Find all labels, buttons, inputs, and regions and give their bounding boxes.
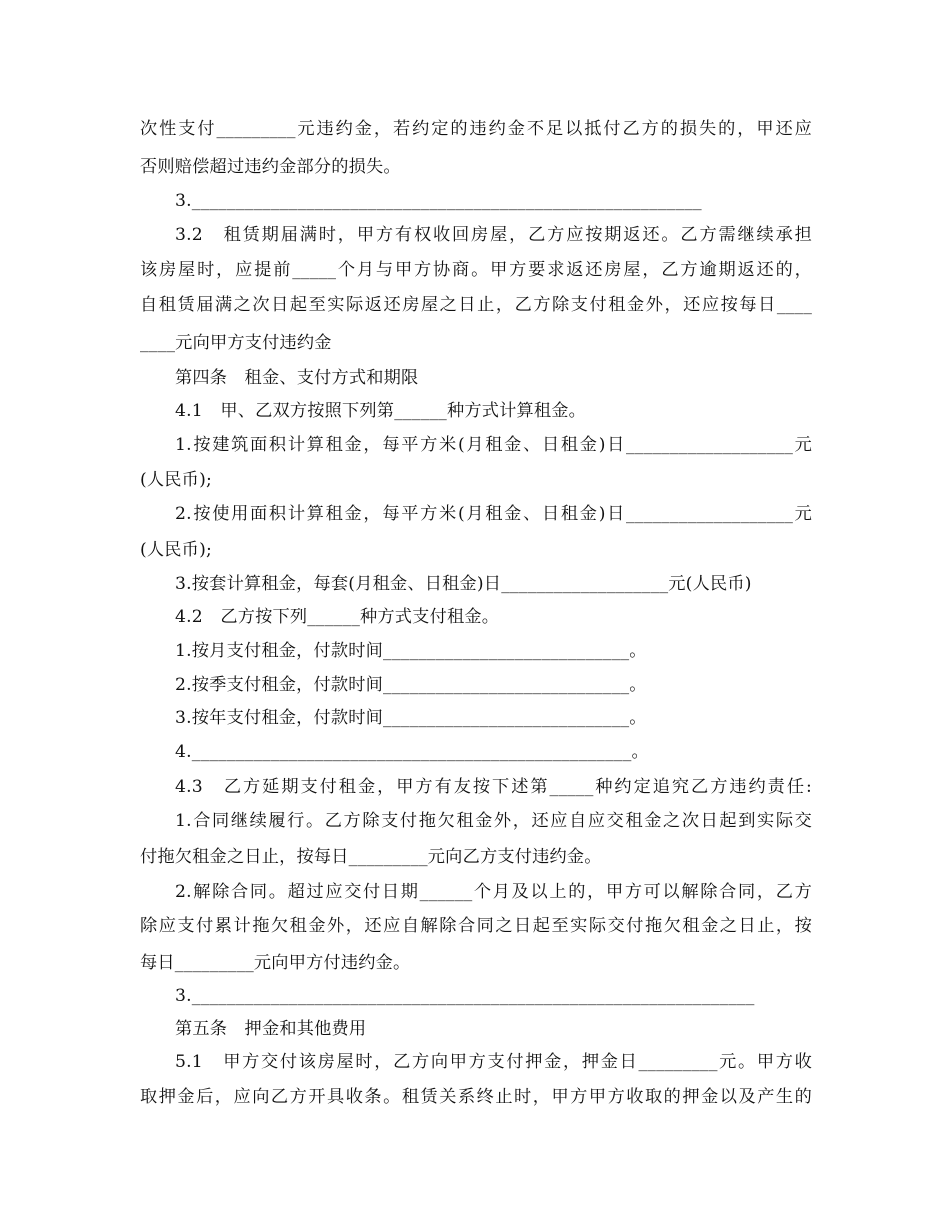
paragraph-line: 3.__________________________________________________________ [175,191,702,211]
paragraph-line: (人民币); [140,470,212,490]
paragraph-line: 4.__________________________________________________。 [175,742,649,762]
paragraph-line: 2.解除合同。超过应交付日期______个月及以上的，甲方可以解除合同，乙方 [175,882,812,902]
paragraph-line: 该房屋时，应提前_____个月与甲方协商。甲方要求返还房屋，乙方逾期返还的， [140,260,812,280]
paragraph-line: ____元向甲方支付违约金 [140,333,332,353]
paragraph-line: 3.________________________________________________________________ [175,986,755,1006]
paragraph-line: 除应支付累计拖欠租金外，还应自解除合同之日起至实际交付拖欠租金之日止，按 [140,916,812,936]
paragraph-line: 3.2 租赁期届满时，甲方有权收回房屋，乙方应按期返还。乙方需继续承担 [175,225,812,245]
section-heading: 第四条 租金、支付方式和期限 [175,368,419,388]
paragraph-line: 4.1 甲、乙双方按照下列第______种方式计算租金。 [175,401,587,421]
paragraph-line: 取押金后，应向乙方开具收条。租赁关系终止时，甲方甲方收取的押金以及产生的 [140,1087,812,1107]
paragraph-line: 4.3 乙方延期支付租金，甲方有友按下述第_____种约定追究乙方违约责任: [175,777,812,797]
paragraph-line: 5.1 甲方交付该房屋时，乙方向甲方支付押金，押金日_________元。甲方收 [175,1052,812,1072]
paragraph-line: 次性支付_________元违约金，若约定的违约金不足以抵付乙方的损失的，甲还应 [140,119,812,139]
paragraph-line: 每日_________元向甲方付违约金。 [140,953,411,973]
section-heading: 第五条 押金和其他费用 [175,1019,367,1039]
paragraph-line: 1.合同继续履行。乙方除支付拖欠租金外，还应自应交租金之次日起到实际交 [175,811,812,831]
paragraph-line: 2.按季支付租金，付款时间____________________________。 [175,675,647,695]
paragraph-line: 付拖欠租金之日止，按每日_________元向乙方支付违约金。 [140,847,602,867]
paragraph-line: 1.按月支付租金，付款时间____________________________。 [175,641,647,661]
paragraph-line: (人民币); [140,540,212,560]
paragraph-line: 否则赔偿超过违约金部分的损失。 [140,157,401,177]
paragraph-line: 4.2 乙方按下列______种方式支付租金。 [175,607,500,627]
paragraph-line: 自租赁届满之次日起至实际返还房屋之日止，乙方除支付租金外，还应按每日____ [140,295,812,315]
paragraph-line: 1.按建筑面积计算租金，每平方米(月租金、日租金)日___________________元 [175,435,812,455]
paragraph-line: 3.按套计算租金，每套(月租金、日租金)日___________________元(人民币) [175,574,752,594]
paragraph-line: 3.按年支付租金，付款时间____________________________。 [175,708,647,728]
paragraph-line: 2.按使用面积计算租金，每平方米(月租金、日租金)日___________________元 [175,504,812,524]
